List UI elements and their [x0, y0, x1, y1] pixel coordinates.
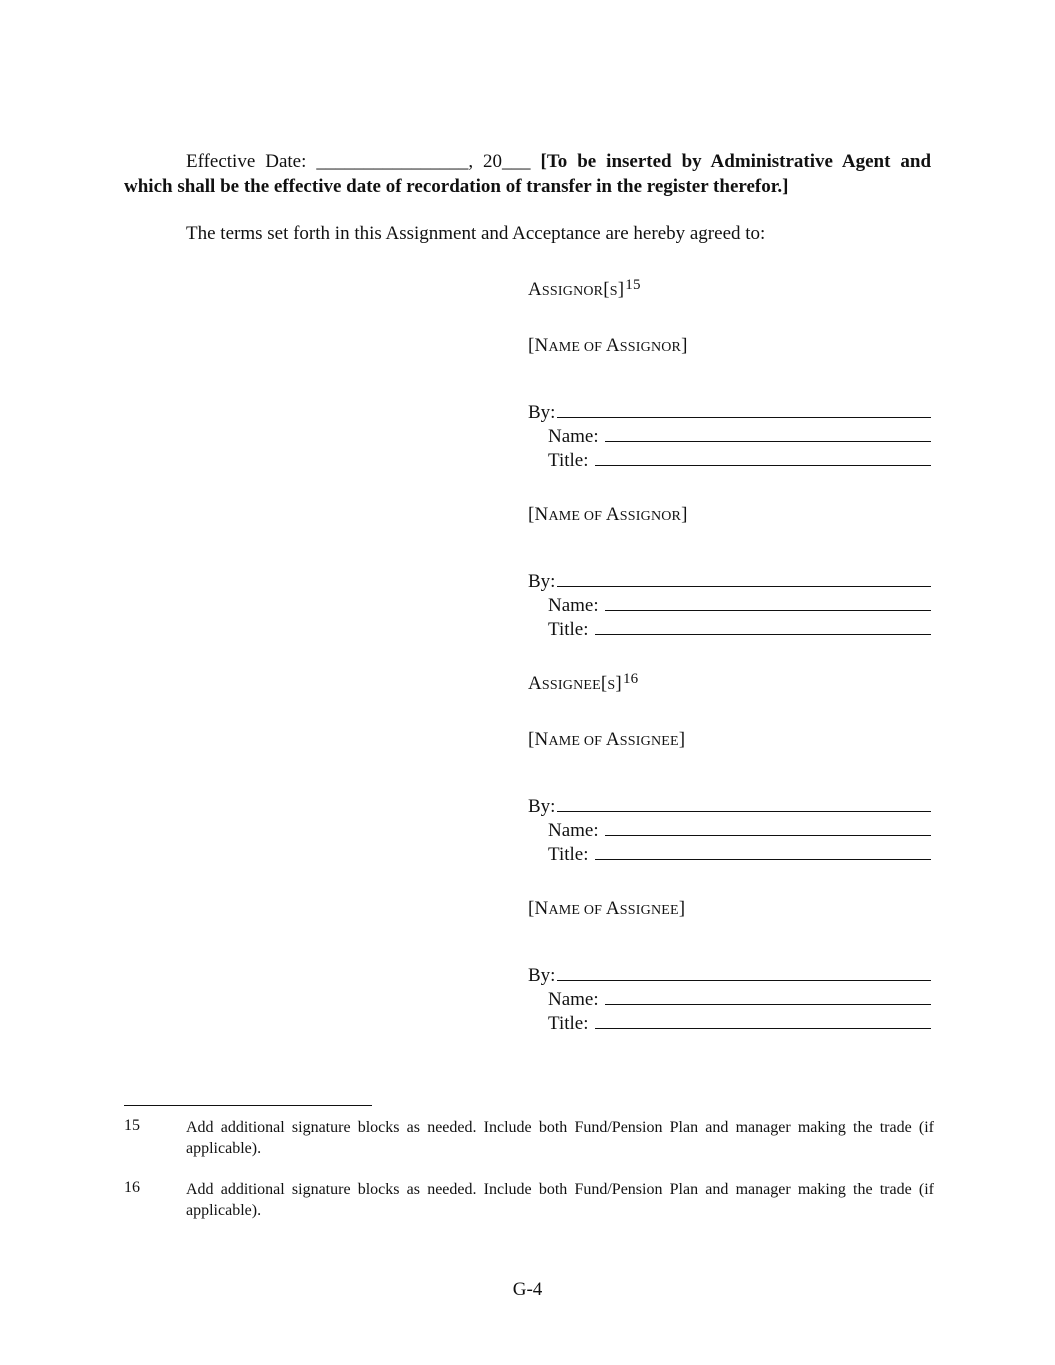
- by-label: By:: [528, 796, 556, 817]
- footnote-text: Add additional signature blocks as needed. Include both Fund/Pension Plan and manager making the trade (if applicable).: [186, 1119, 934, 1157]
- assignors-heading: $ASSIGNOR[S]^{15}$: [528, 277, 641, 300]
- footnote-text: Add additional signature blocks as needed. Include both Fund/Pension Plan and manager making the trade (if applicable).: [186, 1181, 934, 1219]
- by-label: By:: [528, 402, 556, 423]
- by-signature-line[interactable]: [557, 399, 931, 418]
- name-of-assignor-2: [NAME OF ASSIGNOR]: [528, 504, 688, 525]
- signature-block-assignor-1: [528, 399, 931, 471]
- assignees-heading: $ASSIGNEE[S]^{16}$: [528, 671, 639, 694]
- by-signature-line[interactable]: [557, 793, 931, 812]
- by-label: By:: [528, 965, 556, 986]
- effective-date-paragraph: [124, 149, 931, 199]
- name-line[interactable]: [605, 592, 931, 611]
- signature-block-assignee-2: [528, 962, 931, 1034]
- terms-statement: The terms set forth in this Assignment and Acceptance are hereby agreed to:: [186, 223, 766, 244]
- title-line[interactable]: [595, 841, 931, 860]
- effective-date-text: Effective Date: ________________, 20___: [186, 151, 531, 172]
- by-label: By:: [528, 571, 556, 592]
- signature-block-assignee-1: [528, 793, 931, 865]
- footnote-ref-15: 15: [625, 277, 641, 293]
- footnote-number: 16: [124, 1179, 140, 1196]
- effective-date-instruction: [To be inserted by Administrative Agent and which shall be the effective date of recordation of transfer in the register therefor.]: [124, 151, 932, 197]
- footnote-number: 15: [124, 1117, 140, 1134]
- name-line[interactable]: [605, 817, 931, 836]
- title-label: Title:: [548, 844, 594, 865]
- title-label: Title:: [548, 450, 594, 471]
- footnote-ref-16: 16: [622, 671, 639, 687]
- name-line[interactable]: [605, 423, 931, 442]
- name-label: Name:: [548, 426, 604, 447]
- title-line[interactable]: [595, 447, 931, 466]
- name-label: Name:: [548, 595, 604, 616]
- name-label: Name:: [548, 989, 604, 1010]
- by-signature-line[interactable]: [557, 568, 931, 587]
- footnote-separator: [124, 1105, 372, 1106]
- signature-block-assignor-2: [528, 568, 931, 640]
- title-label: Title:: [548, 1013, 594, 1034]
- name-label: Name:: [548, 820, 604, 841]
- name-line[interactable]: [605, 986, 931, 1005]
- name-of-assignee-1: [NAME OF ASSIGNEE]: [528, 729, 686, 750]
- name-of-assignee-2: [NAME OF ASSIGNEE]: [528, 898, 686, 919]
- name-of-assignor-1: [NAME OF ASSIGNOR]: [528, 335, 688, 356]
- title-label: Title:: [548, 619, 594, 640]
- page-number: G-4: [512, 1279, 543, 1300]
- by-signature-line[interactable]: [557, 962, 931, 981]
- title-line[interactable]: [595, 616, 931, 635]
- footnote-15: [124, 1117, 934, 1159]
- footnote-16: [124, 1179, 934, 1221]
- title-line[interactable]: [595, 1010, 931, 1029]
